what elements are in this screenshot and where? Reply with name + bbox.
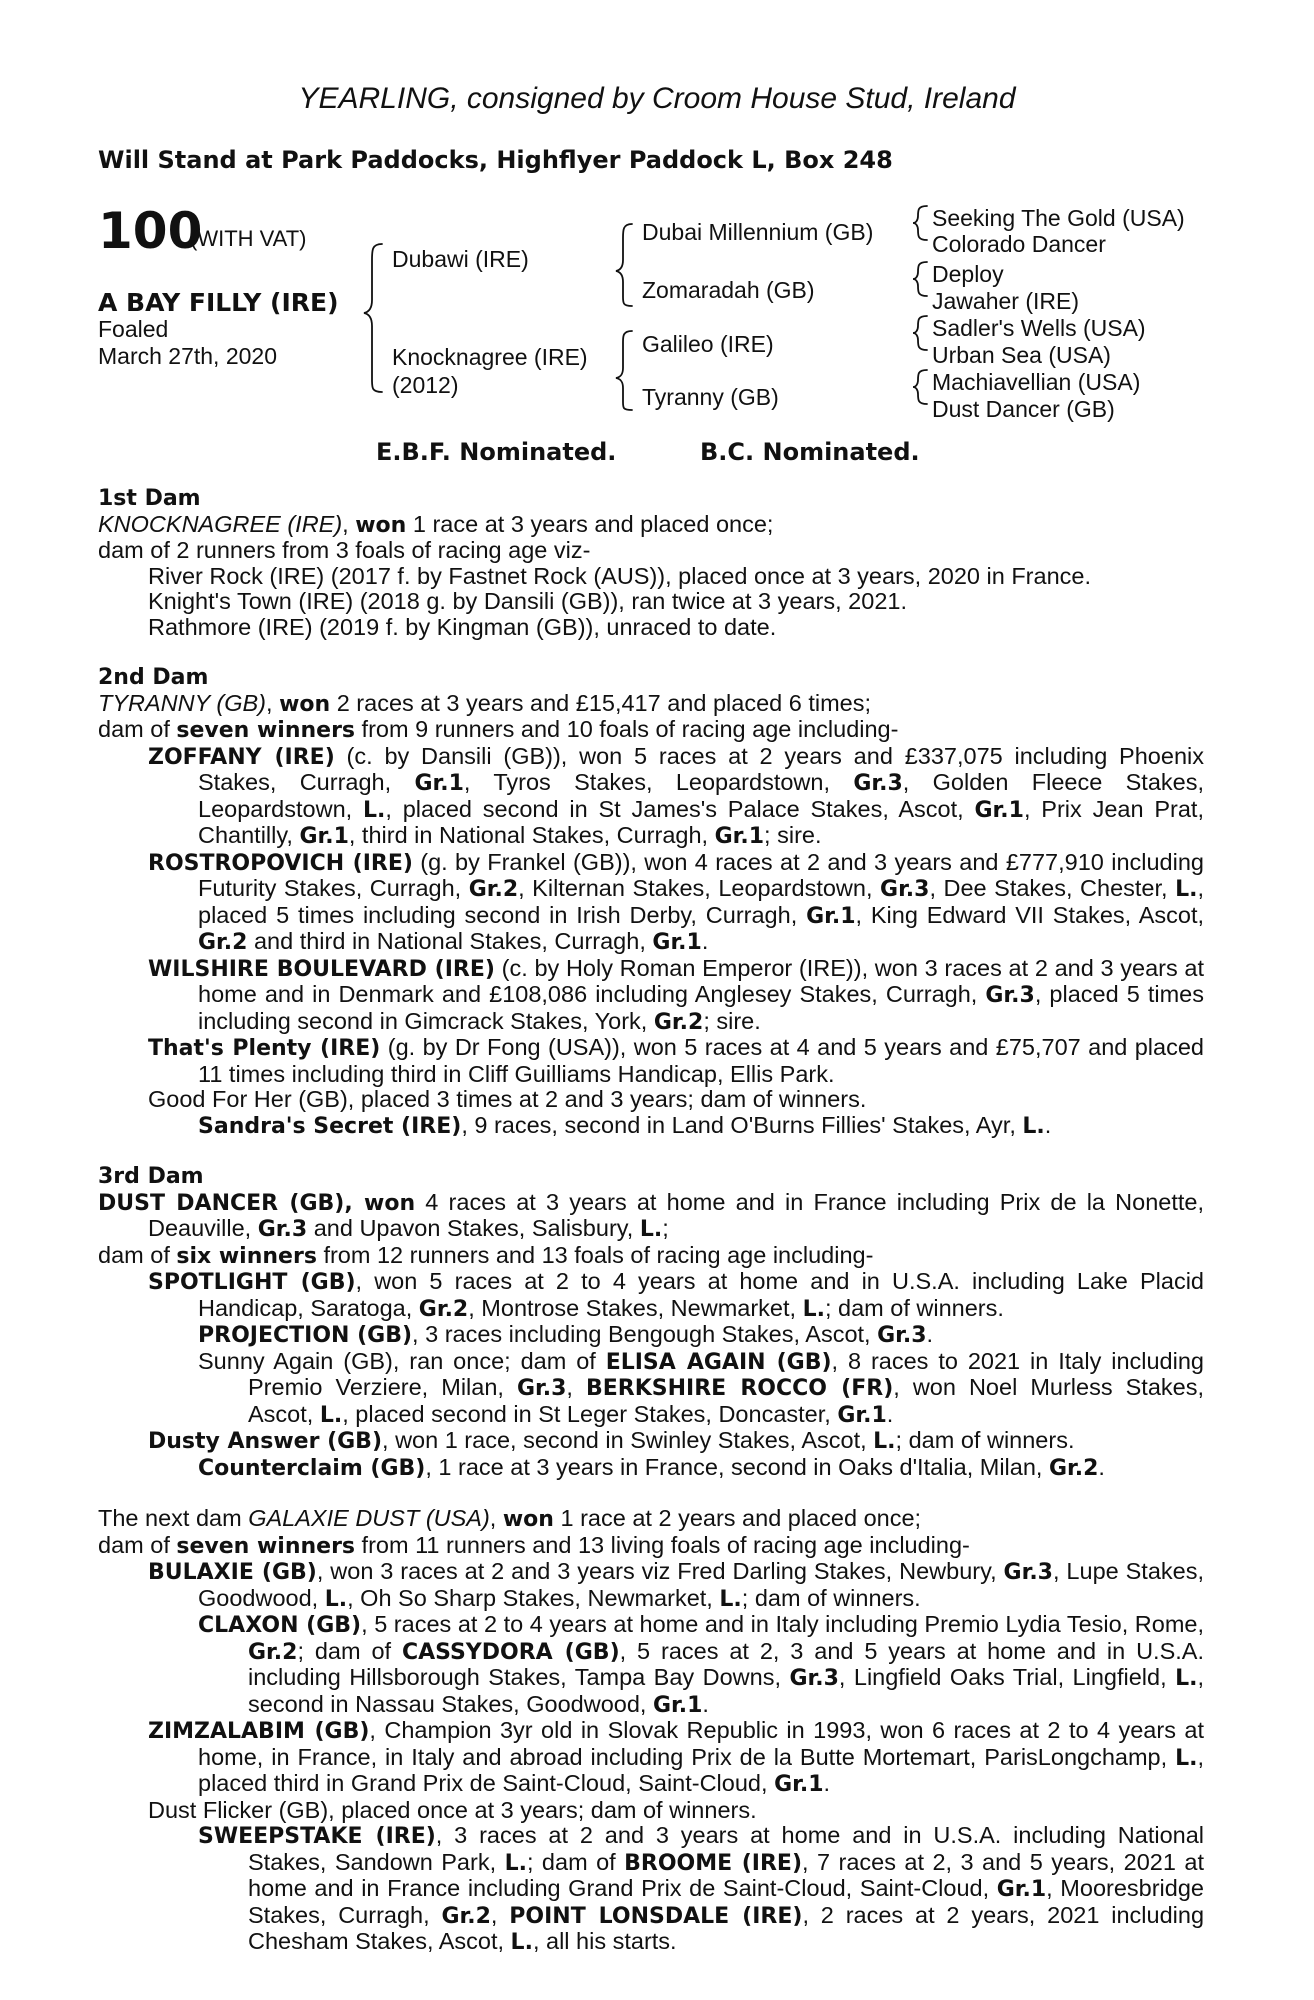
race-text: , placed 5 times including second in Gimcrack Stakes, York, bbox=[198, 981, 1204, 1034]
race-text: , 8 races to 2021 in Italy including Premio Verziere, Milan, bbox=[248, 1347, 1204, 1400]
race-text: ; bbox=[662, 1215, 669, 1241]
consignment-line: YEARLING, consigned by Croom House Stud, Ireland bbox=[298, 82, 1016, 115]
race-text: , 5 races at 2 to 4 years at home and in Italy including Premio Lydia Tesio, Rome, bbox=[361, 1611, 1205, 1637]
race-text: . bbox=[701, 928, 709, 954]
race-text: , 5 races at 2, 3 and 5 years at home and in U.S.A. including Hillsborough Stakes, Tampa Bay Downs, bbox=[248, 1637, 1204, 1690]
second-dam-record: TYRANNY (GB), won 2 races at 3 years and £15,417 and placed 6 times; bbox=[98, 689, 872, 717]
horse-name: PROJECTION (GB) bbox=[198, 1323, 413, 1348]
race-text: , Champion 3yr old in Slovak Republic in 1993, won 6 races at 2 to 4 years at home, in France, in Italy and abroad including Prix de la Butte Mortemart, ParisLongchamp, bbox=[198, 1717, 1204, 1770]
race-text: , Mooresbridge Stakes, Curragh, bbox=[248, 1875, 1204, 1928]
race-text: . bbox=[886, 1400, 894, 1427]
horse-name: ZIMZALABIM (GB) bbox=[148, 1719, 370, 1744]
offspring-sandras-secret bbox=[98, 1113, 1204, 1140]
grade-label: Gr.3 bbox=[789, 1666, 839, 1691]
offspring-dusty-answer bbox=[98, 1428, 1204, 1455]
race-text: , bbox=[490, 1901, 510, 1928]
horse-name: BROOME (IRE) bbox=[624, 1850, 803, 1876]
produce-text: from 12 runners and 13 foals of racing age including- bbox=[316, 1241, 874, 1268]
record-text: 1 race at 3 years and placed once; bbox=[406, 510, 774, 537]
race-text: , 2 races at 2 years, 2021 including Chesham Stakes, Ascot, bbox=[248, 1901, 1205, 1954]
brace-g4 bbox=[913, 370, 927, 404]
race-text: , bbox=[566, 1374, 586, 1400]
ebf-nomination: E.B.F. Nominated. bbox=[376, 438, 617, 466]
race-text: . bbox=[702, 1690, 709, 1717]
race-text: , 1 race at 3 years in France, second in Oaks d'Italia, Milan, bbox=[425, 1453, 1049, 1480]
offspring-projection bbox=[98, 1322, 1204, 1349]
won-label: won bbox=[355, 512, 407, 538]
race-text: , Dee Stakes, Chester, bbox=[929, 875, 1176, 901]
offspring-item: Rathmore (IRE) (2019 f. by Kingman (GB)), unraced to date. bbox=[148, 613, 777, 640]
horse-name: WILSHIRE BOULEVARD (IRE) bbox=[148, 956, 495, 982]
race-text: . bbox=[1098, 1453, 1105, 1480]
horse-name: ELISA AGAIN (GB) bbox=[605, 1349, 832, 1375]
race-text: , Montrose Stakes, Newmarket, bbox=[468, 1294, 803, 1321]
winners-count: seven winners bbox=[176, 718, 356, 743]
ped-dam-dam: Tyranny (GB) bbox=[642, 384, 779, 410]
horse-name: That's Plenty (IRE) bbox=[148, 1036, 381, 1061]
offspring-item: River Rock (IRE) (2017 f. by Fastnet Rock (AUS)), placed once at 3 years, 2020 in France. bbox=[148, 562, 1091, 589]
race-text: Sunny Again (GB), ran once; dam of bbox=[198, 1347, 606, 1374]
race-text: , won 1 race, second in Swinley Stakes, Ascot, bbox=[382, 1427, 874, 1453]
grade-label: L. bbox=[504, 1850, 527, 1876]
grade-label: Gr.3 bbox=[516, 1376, 567, 1401]
first-dam-section bbox=[98, 486, 1204, 640]
race-text: , third in National Stakes, Curragh, bbox=[348, 822, 715, 848]
race-text: , Lupe Stakes, Goodwood, bbox=[198, 1558, 1204, 1611]
winners-count: seven winners bbox=[176, 1533, 356, 1559]
ped-dam-year: (2012) bbox=[392, 372, 459, 398]
race-text: , Lingfield Oaks Trial, Lingfield, bbox=[838, 1664, 1176, 1690]
grade-label: Gr.2 bbox=[198, 930, 248, 955]
race-text: , all his starts. bbox=[532, 1928, 677, 1954]
brace-gen1 bbox=[364, 244, 382, 392]
offspring-claxon bbox=[98, 1612, 1204, 1718]
grade-label: Gr.1 bbox=[652, 1692, 703, 1718]
fourth-dam-produce bbox=[98, 1533, 1204, 1560]
offspring-rostropovich bbox=[98, 850, 1204, 956]
race-text: 4 races at 3 years at home and in France including Prix de la Nonette, Deauville, bbox=[148, 1188, 1205, 1241]
horse-name: CLAXON (GB) bbox=[198, 1613, 362, 1638]
race-text: , placed 5 times including second in Irish Derby, Curragh, bbox=[198, 875, 1204, 928]
produce-text: from 11 runners and 13 living foals of racing age including- bbox=[355, 1531, 970, 1558]
bc-nomination: B.C. Nominated. bbox=[700, 438, 920, 466]
race-text: , won Noel Murless Stakes, Ascot, bbox=[248, 1374, 1205, 1427]
race-text: , 3 races at 2 and 3 years at home and in U.S.A. including National Stakes, Sandown Park, bbox=[248, 1822, 1204, 1875]
grade-label: L. bbox=[324, 1586, 348, 1612]
grade-label: L. bbox=[1175, 877, 1198, 902]
grade-label: L. bbox=[362, 797, 386, 823]
lot-number: 100 bbox=[98, 202, 203, 260]
grade-label: Gr.2 bbox=[248, 1639, 298, 1665]
third-dam-name: DUST DANCER (GB), won bbox=[98, 1190, 416, 1216]
grade-label: Gr.3 bbox=[853, 771, 903, 796]
race-text: , second in Nassau Stakes, Goodwood, bbox=[248, 1664, 1204, 1717]
race-text: , 7 races at 2, 3 and 5 years, 2021 at home and in France including Grand Prix de Saint-Cloud, Saint-Cloud, bbox=[248, 1848, 1204, 1901]
grade-label: Gr.1 bbox=[714, 824, 765, 849]
horse-name: Dusty Answer (GB) bbox=[148, 1429, 383, 1454]
brace-g2 bbox=[913, 262, 927, 296]
horse-name: Sandra's Secret (IRE) bbox=[198, 1113, 462, 1139]
brace-dam bbox=[616, 331, 632, 410]
winners-count: six winners bbox=[176, 1243, 317, 1269]
grade-label: Gr.2 bbox=[441, 1903, 491, 1929]
record-text: 2 races at 3 years and £15,417 and placed 6 times; bbox=[330, 689, 872, 716]
first-dam-name: KNOCKNAGREE (IRE) bbox=[98, 510, 343, 537]
horse-name: Counterclaim (GB) bbox=[198, 1455, 426, 1481]
ped-g4: Jawaher (IRE) bbox=[932, 288, 1079, 314]
race-text: , 9 races, second in Land O'Burns Fillies' Stakes, Ayr, bbox=[461, 1111, 1023, 1138]
race-text: (c. by Holy Roman Emperor (IRE)), won 3 races at 2 and 3 years at home and in Denmark and £108,086 including Anglesey Stakes, Curragh, bbox=[198, 954, 1205, 1007]
race-text: , Kilternan Stakes, Leopardstown, bbox=[518, 875, 881, 901]
race-text: 1 race at 2 years and placed once; bbox=[553, 1505, 922, 1531]
stand-location: Will Stand at Park Paddocks, Highflyer Paddock L, Box 248 bbox=[98, 146, 893, 174]
first-dam-record: KNOCKNAGREE (IRE), won 1 race at 3 years and placed once; bbox=[98, 510, 774, 538]
first-dam-heading: 1st Dam bbox=[98, 486, 201, 511]
ped-sire-dam: Zomaradah (GB) bbox=[642, 277, 815, 303]
ped-sire: Dubawi (IRE) bbox=[392, 246, 529, 272]
race-text: . bbox=[823, 1770, 831, 1796]
horse-name: BERKSHIRE ROCCO (FR) bbox=[586, 1376, 894, 1401]
horse-name: BULAXIE (GB) bbox=[148, 1560, 317, 1585]
grade-label: L. bbox=[639, 1217, 663, 1242]
race-text: , placed third in Grand Prix de Saint-Cloud, Saint-Cloud, bbox=[198, 1743, 1204, 1796]
race-text: . bbox=[1044, 1111, 1052, 1138]
grade-label: Gr.1 bbox=[414, 771, 464, 796]
ped-g6: Urban Sea (USA) bbox=[932, 342, 1111, 368]
ped-g8: Dust Dancer (GB) bbox=[932, 396, 1115, 422]
horse-name: ROSTROPOVICH (IRE) bbox=[148, 850, 413, 876]
race-text: ; dam of winners. bbox=[824, 1294, 1004, 1321]
horse-name: SPOTLIGHT (GB) bbox=[148, 1270, 356, 1295]
offspring-spotlight bbox=[98, 1269, 1204, 1322]
grade-label: Gr.1 bbox=[806, 903, 856, 929]
grade-label: Gr.1 bbox=[837, 1402, 887, 1428]
won-label: won bbox=[502, 1507, 554, 1532]
offspring-bulaxie bbox=[98, 1559, 1204, 1612]
grade-label: Gr.1 bbox=[299, 824, 349, 849]
race-text: , 3 races including Bengough Stakes, Ascot, bbox=[412, 1321, 878, 1347]
ped-g3: Deploy bbox=[932, 261, 1004, 287]
second-dam-section bbox=[98, 665, 1204, 1139]
brace-sire bbox=[616, 224, 632, 306]
ped-g5: Sadler's Wells (USA) bbox=[932, 315, 1146, 341]
race-text: and Upavon Stakes, Salisbury, bbox=[307, 1215, 640, 1241]
grade-label: L. bbox=[1175, 1666, 1198, 1691]
ped-g7: Machiavellian (USA) bbox=[932, 369, 1141, 395]
horse-name: ZOFFANY (IRE) bbox=[148, 744, 335, 770]
brace-g1 bbox=[913, 206, 927, 240]
fourth-dam-record: The next dam GALAXIE DUST (USA), won 1 race at 2 years and placed once; bbox=[98, 1505, 922, 1532]
grade-label: Gr.2 bbox=[468, 877, 519, 902]
race-text: (g. by Dr Fong (USA)), won 5 races at 4 and 5 years and £75,707 and placed 11 times including third in Cliff Guilliams Handicap, Ellis Park. bbox=[198, 1034, 1204, 1087]
offspring-wilshire-boulevard bbox=[98, 956, 1204, 1036]
second-dam-produce bbox=[98, 717, 1204, 744]
race-text: ; dam of winners. bbox=[741, 1584, 921, 1611]
third-dam-record bbox=[98, 1190, 1204, 1243]
brace-g3 bbox=[913, 316, 927, 350]
fourth-dam-section bbox=[98, 1506, 1204, 1956]
grade-label: Gr.2 bbox=[418, 1296, 469, 1322]
race-text: ; sire. bbox=[764, 822, 822, 848]
horse-name: SWEEPSTAKE (IRE) bbox=[198, 1824, 436, 1849]
grade-label: Gr.3 bbox=[257, 1217, 308, 1242]
race-text: , won 3 races at 2 and 3 years viz Fred Darling Stakes, Newbury, bbox=[316, 1558, 1004, 1584]
ped-sire-sire: Dubai Millennium (GB) bbox=[642, 219, 874, 245]
horse-name: POINT LONSDALE (IRE) bbox=[509, 1903, 803, 1929]
third-dam-heading: 3rd Dam bbox=[98, 1164, 204, 1189]
offspring-sunny-again bbox=[98, 1349, 1204, 1429]
horse-name: A BAY FILLY (IRE) bbox=[98, 288, 339, 317]
produce-text: from 9 runners and 10 foals of racing age including- bbox=[355, 716, 899, 742]
produce-text: dam of bbox=[98, 1241, 177, 1268]
race-text: , Oh So Sharp Stakes, Newmarket, bbox=[347, 1584, 720, 1611]
race-text: . bbox=[926, 1321, 934, 1347]
race-text: , King Edward VII Stakes, Ascot, bbox=[855, 901, 1204, 928]
race-text: (g. by Frankel (GB)), won 4 races at 2 and 3 years and £777,910 including Futurity Stakes, Curragh, bbox=[198, 848, 1204, 901]
offspring-zoffany bbox=[98, 744, 1204, 850]
grade-label: Gr.3 bbox=[1003, 1560, 1053, 1585]
offspring-zimzalabim bbox=[98, 1718, 1204, 1798]
produce-text: dam of bbox=[98, 716, 177, 742]
produce-text: dam of bbox=[98, 1531, 177, 1558]
race-text: ; sire. bbox=[703, 1007, 761, 1034]
offspring-dust-flicker: Dust Flicker (GB), placed once at 3 years; dam of winners. bbox=[148, 1796, 757, 1823]
grade-label: Gr.3 bbox=[985, 983, 1035, 1008]
race-text: ; dam of winners. bbox=[895, 1427, 1075, 1453]
grade-label: Gr.3 bbox=[880, 877, 930, 902]
grade-label: Gr.1 bbox=[974, 797, 1024, 823]
foaled-date: March 27th, 2020 bbox=[98, 343, 278, 369]
race-text: , won 5 races at 2 to 4 years at home and in U.S.A. including Lake Placid Handicap, Saratoga, bbox=[198, 1268, 1204, 1321]
race-text: , Golden Fleece Stakes, Leopardstown, bbox=[198, 769, 1204, 822]
grade-label: L. bbox=[319, 1402, 343, 1428]
race-text: , Tyros Stakes, Leopardstown, bbox=[463, 769, 854, 795]
ped-dam: Knocknagree (IRE) bbox=[392, 344, 588, 370]
offspring-sweepstake bbox=[98, 1823, 1204, 1956]
race-text: and third in National Stakes, Curragh, bbox=[247, 928, 653, 954]
grade-label: L. bbox=[719, 1586, 742, 1612]
race-text: , placed second in St Leger Stakes, Doncaster, bbox=[342, 1400, 838, 1427]
ped-g2: Colorado Dancer bbox=[932, 231, 1106, 257]
offspring-item: Knight's Town (IRE) (2018 g. by Dansili (GB)), ran twice at 3 years, 2021. bbox=[148, 588, 907, 614]
ped-dam-sire: Galileo (IRE) bbox=[642, 331, 774, 357]
grade-label: Gr.3 bbox=[877, 1323, 927, 1348]
fourth-dam-name: GALAXIE DUST (USA) bbox=[248, 1505, 490, 1531]
race-text: ; dam of bbox=[297, 1637, 402, 1664]
horse-name: CASSYDORA (GB) bbox=[401, 1639, 620, 1665]
race-text: (c. by Dansili (GB)), won 5 races at 2 years and £337,075 including Phoenix Stakes, Curragh, bbox=[198, 742, 1204, 795]
grade-label: Gr.2 bbox=[653, 1009, 704, 1035]
grade-label: L. bbox=[510, 1930, 533, 1955]
grade-label: Gr.1 bbox=[774, 1772, 824, 1797]
foaled-label: Foaled bbox=[98, 316, 169, 342]
ped-g1: Seeking The Gold (USA) bbox=[932, 205, 1185, 231]
grade-label: L. bbox=[802, 1296, 825, 1322]
grade-label: L. bbox=[1022, 1113, 1045, 1139]
grade-label: L. bbox=[1175, 1745, 1198, 1771]
grade-label: L. bbox=[873, 1429, 896, 1454]
grade-label: Gr.2 bbox=[1048, 1455, 1099, 1481]
second-dam-name: TYRANNY (GB) bbox=[98, 689, 266, 716]
race-text: , Prix Jean Prat, Chantilly, bbox=[198, 795, 1204, 848]
third-dam-produce bbox=[98, 1243, 1204, 1270]
won-label: won bbox=[279, 691, 331, 717]
race-text: ; dam of bbox=[526, 1848, 625, 1875]
grade-label: Gr.1 bbox=[996, 1877, 1047, 1902]
pedigree-notes bbox=[98, 486, 1204, 1956]
offspring-thats-plenty bbox=[98, 1035, 1204, 1087]
offspring-good-for-her: Good For Her (GB), placed 3 times at 2 and 3 years; dam of winners. bbox=[148, 1086, 867, 1112]
race-text: , placed second in St James's Palace Stakes, Ascot, bbox=[385, 795, 975, 822]
race-text: The next dam bbox=[98, 1505, 249, 1531]
third-dam-section bbox=[98, 1164, 1204, 1481]
grade-label: Gr.1 bbox=[652, 930, 702, 955]
vat-note: (WITH VAT) bbox=[190, 226, 307, 251]
offspring-counterclaim bbox=[98, 1455, 1204, 1482]
second-dam-heading: 2nd Dam bbox=[98, 665, 209, 690]
first-dam-produce: dam of 2 runners from 3 foals of racing age viz- bbox=[98, 537, 591, 563]
